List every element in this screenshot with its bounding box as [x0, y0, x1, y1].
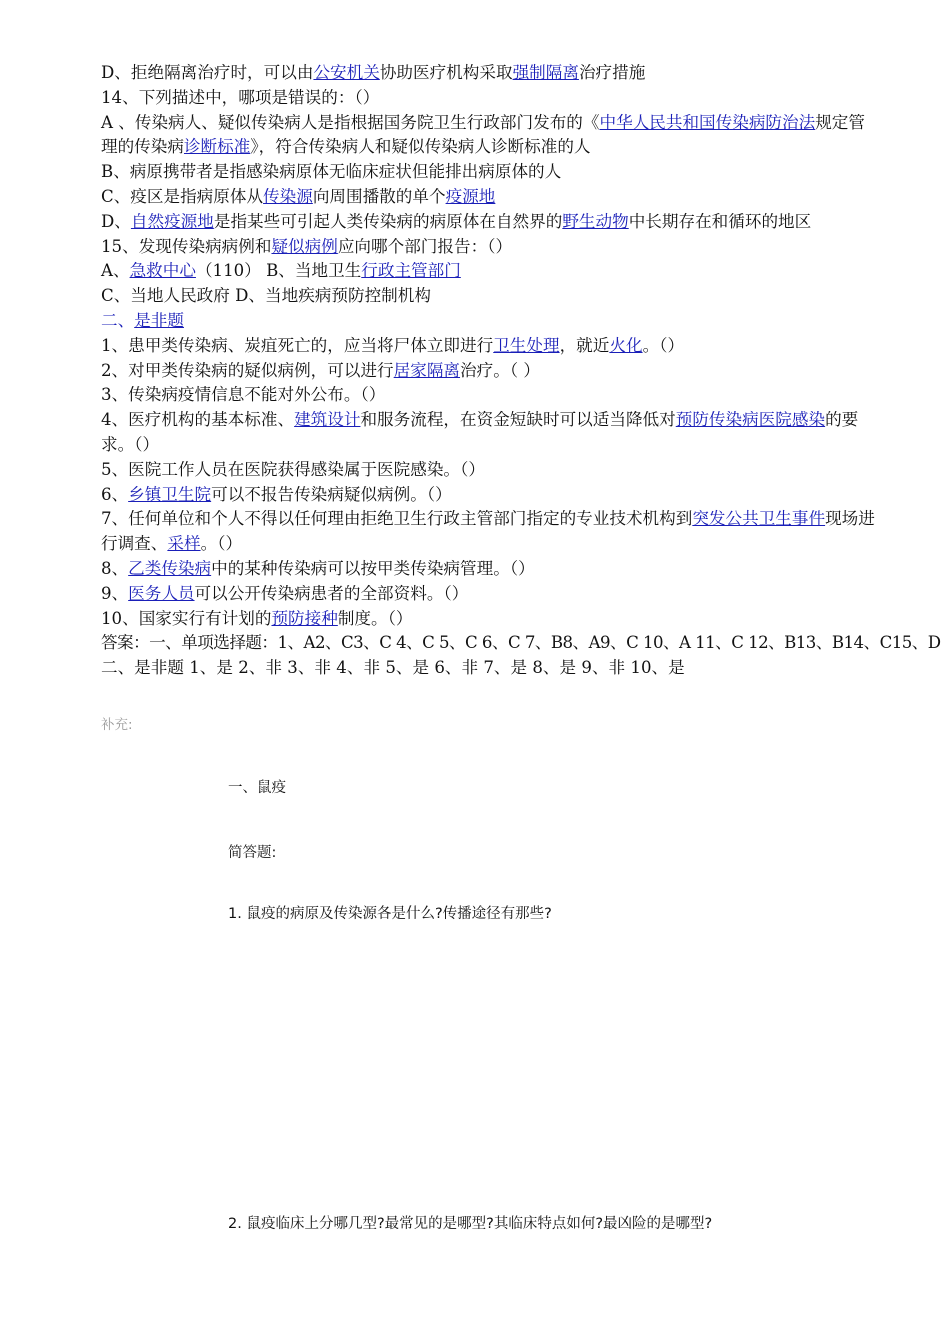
text: A、 [101, 261, 130, 281]
option-line: C、当地人民政府 D、当地疾病预防控制机构 [101, 286, 431, 306]
link-home-isolation[interactable]: 居家隔离 [393, 360, 461, 380]
text: （110） B、当地卫生 [195, 261, 362, 281]
text: 6、 [101, 484, 129, 504]
link-sampling[interactable]: 采样 [167, 534, 201, 554]
tf-item-4 [101, 408, 881, 458]
text: 的要求。（） [101, 410, 859, 454]
text: 协助医疗机构采取 [379, 63, 513, 82]
text: 10、国家实行有计划的 [101, 608, 272, 628]
tf-item-9 [101, 582, 881, 607]
text: 治疗措施 [578, 63, 646, 82]
text: 可以公开传染病患者的全部资料。（） [194, 583, 469, 603]
text: D、拒绝隔离治疗时，可以由 [101, 63, 314, 82]
text: 治疗。（ ） [460, 360, 540, 380]
text: 。（） [200, 534, 243, 554]
option-line [101, 259, 881, 284]
text: 中长期存在和循环的地区 [628, 211, 812, 231]
text: ，就近 [559, 335, 610, 355]
text: 》，符合传染病人和疑似传染病人诊断标准的人 [250, 137, 591, 157]
text: 2、对甲类传染病的疑似病例，可以进行 [101, 360, 394, 380]
text: D、 [101, 211, 131, 231]
option-line [101, 111, 881, 161]
tf-item-2 [101, 359, 881, 384]
link-vaccination[interactable]: 预防接种 [271, 608, 338, 628]
text: 。（） [642, 335, 685, 355]
link-cremation[interactable]: 火化 [609, 335, 643, 355]
text: 4、医疗机构的基本标准、 [101, 410, 295, 430]
link-sanitary-treatment[interactable]: 卫生处理 [493, 335, 560, 355]
link-medical-staff[interactable]: 医务人员 [128, 583, 195, 603]
link-suspected-case[interactable]: 疑似病例 [271, 236, 338, 256]
link-public-security[interactable]: 公安机关 [313, 63, 380, 82]
question-2: 2. 鼠疫临床上分哪几型?最常见的是哪型?其临床特点如何?最凶险的是哪型? [228, 1216, 713, 1232]
text: 应向哪个部门报告：（） [337, 236, 513, 256]
text: 制度。（） [337, 608, 413, 628]
link-architectural-design[interactable]: 建筑设计 [294, 410, 361, 430]
question-14: 14、下列描述中，哪项是错误的：（） [101, 87, 380, 107]
option-line [101, 61, 881, 86]
option-line [101, 210, 881, 235]
tf-item-10 [101, 607, 881, 632]
tf-item-7 [101, 507, 881, 557]
answer-key-tf: 二、是非题 1、是 2、非 3、非 4、非 5、是 6、非 7、是 8、是 9、非 10、是 [101, 658, 685, 678]
link-public-health-emergency[interactable]: 突发公共卫生事件 [692, 509, 826, 529]
tf-item-6 [101, 483, 881, 508]
section-number: 二、 [101, 310, 135, 330]
link-township-hospital[interactable]: 乡镇卫生院 [128, 484, 212, 504]
link-infectious-disease-law[interactable]: 中华人民共和国传染病防治法 [599, 112, 816, 132]
text: 向周围播散的单个 [312, 186, 446, 206]
question-1: 1. 鼠疫的病原及传染源各是什么?传播途径有那些? [228, 906, 552, 922]
text: 规定管理的传染病 [101, 112, 865, 157]
tf-item-1 [101, 334, 881, 359]
document-body [101, 61, 941, 681]
tf-item-5: 5、医院工作人员在医院获得感染属于医院感染。（） [101, 459, 485, 479]
option-line: B、病原携带者是指感染病原体无临床症状但能排出病原体的人 [101, 162, 562, 182]
text: 是指某些可引起人类传染病的病原体在自然界的 [213, 211, 563, 231]
link-natural-focus[interactable]: 自然疫源地 [130, 211, 214, 231]
text: 9、 [101, 583, 129, 603]
text: 可以不报告传染病疑似病例。（） [211, 484, 452, 504]
link-class-b-disease[interactable]: 乙类传染病 [128, 558, 212, 578]
text: 和服务流程，在资金短缺时可以适当降低对 [360, 410, 676, 430]
link-forced-isolation[interactable]: 强制隔离 [512, 63, 579, 82]
supplement-label: 补充: [101, 717, 133, 733]
text: 7、任何单位和个人不得以任何理由拒绝卫生行政主管部门指定的专业技术机构到 [101, 509, 693, 529]
text: 8、 [101, 558, 129, 578]
link-source-of-infection[interactable]: 传染源 [263, 186, 313, 206]
text: A 、传染病人、疑似传染病人是指根据国务院卫生行政部门发布的《 [101, 112, 600, 132]
answer-key-mc: 答案：一、单项选择题：1、A2、C3、C 4、C 5、C 6、C 7、B8、A9、C 10、A 11、C 12、B13、B14、C15、D [101, 633, 941, 653]
link-diagnostic-criteria[interactable]: 诊断标准 [183, 137, 251, 157]
text: 1、患甲类传染病、炭疽死亡的，应当将尸体立即进行 [101, 335, 494, 355]
tf-item-3: 3、传染病疫情信息不能对外公布。（） [101, 385, 386, 405]
short-answer-heading: 简答题: [228, 845, 277, 861]
link-true-false[interactable]: 是非题 [134, 310, 184, 330]
link-emergency-center[interactable]: 急救中心 [129, 261, 196, 281]
link-wild-animals[interactable]: 野生动物 [562, 211, 629, 231]
link-admin-department[interactable]: 行政主管部门 [361, 261, 461, 281]
text: 15、发现传染病病例和 [101, 236, 272, 256]
text: C、疫区是指病原体从 [101, 186, 264, 206]
link-epidemic-focus[interactable]: 疫源地 [445, 186, 496, 206]
link-hospital-infection[interactable]: 预防传染病医院感染 [675, 410, 826, 430]
option-line [101, 185, 881, 210]
text: 现场进行调查、 [101, 509, 875, 554]
section-heading [101, 309, 881, 334]
text: 中的某种传染病可以按甲类传染病管理。（） [211, 558, 535, 578]
question-15 [101, 235, 881, 260]
supplement-heading: 一、鼠疫 [228, 780, 286, 796]
tf-item-8 [101, 557, 881, 582]
